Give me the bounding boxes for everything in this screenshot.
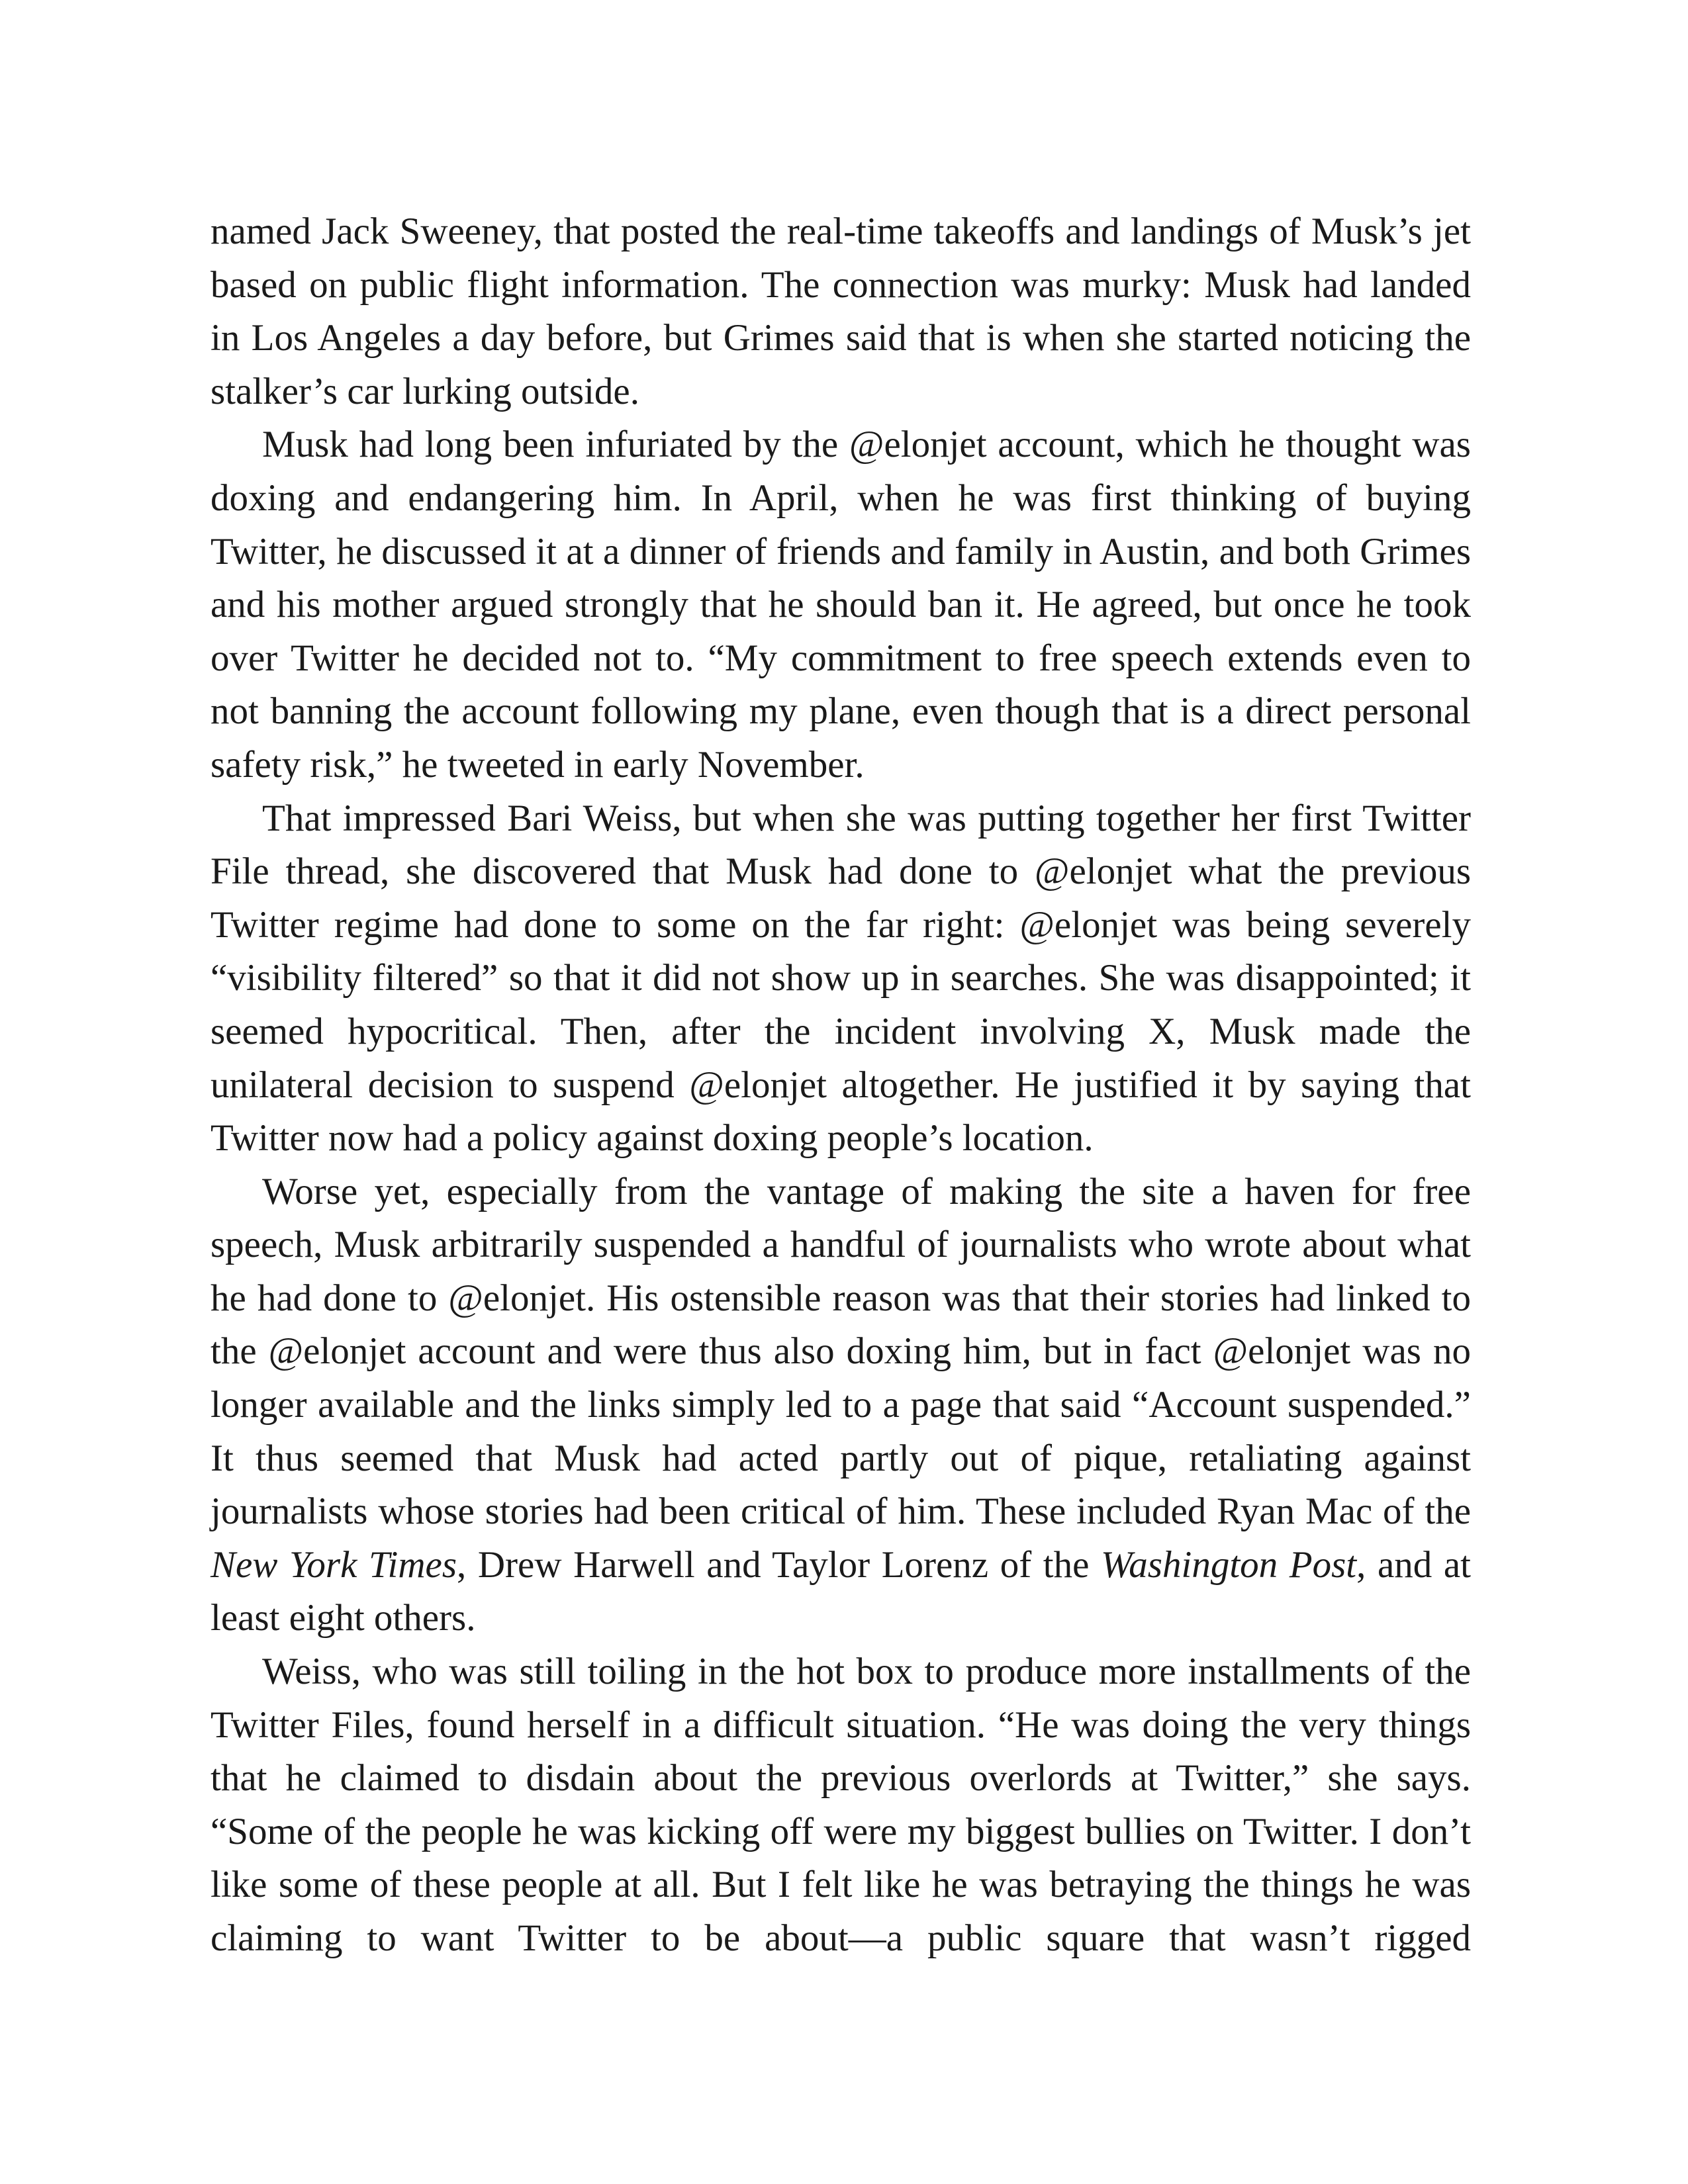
paragraph-1: named Jack Sweeney, that posted the real-time takeoffs and landings of Musk’s jet based on public flight information. The connection was murky: Musk had landed in Los Angeles a day before, but Grimes said that is when she started noticing the stalker’s car lurking outside. — [211, 210, 1471, 412]
paragraph-5: Weiss, who was still toiling in the hot box to produce more installments of the Twitter Files, found herself in a difficult situation. “He was doing the very things that he claimed to disdain about the previous overlords at Twitter,” she says. “Some of the people he was kicking off were my biggest bullies on Twitter. I don’t like some of these people at all. But I felt like he was betraying the things he was claiming to want Twitter to be about—a public square that wasn’t rigged — [211, 1651, 1471, 1959]
paragraph-3: That impressed Bari Weiss, but when she was putting together her first Twitter File thread, she discovered that Musk had done to @elonjet what the previous Twitter regime had done to some on the far right: @elonjet was being severely “visibility filtered” so that it did not show up in searches. She was disappointed; it seemed hypocritical. Then, after the incident involving X, Musk made the unilateral decision to suspend @elonjet altogether. He justified it by saying that Twitter now had a policy against doxing people’s location. — [211, 797, 1471, 1160]
publication-name-nyt: New York Times — [211, 1543, 457, 1586]
page-body-text — [211, 205, 1471, 1966]
publication-name-wapo: Washington Post — [1101, 1543, 1357, 1586]
paragraph-4-text-a: Worse yet, especially from the vantage of making the site a haven for free speech, Musk arbitrarily suspended a handful of journalists who wrote about what he had done to @elonjet. His ostensible reason was that their stories had linked to the @elonjet account and were thus also doxing him, but in fact @elonjet was no longer available and the links simply led to a page that said “Account suspended.” It thus seemed that Musk had acted partly out of pique, retaliating against journalists whose stories had been critical of him. These included Ryan Mac of the — [211, 1170, 1471, 1533]
paragraph-2: Musk had long been infuriated by the @elonjet account, which he thought was doxing and endangering him. In April, when he was first thinking of buying Twitter, he discussed it at a dinner of friends and family in Austin, and both Grimes and his mother argued strongly that he should ban it. He agreed, but once he took over Twitter he decided not to. “My commitment to free speech extends even to not banning the account following my plane, even though that is a direct personal safety risk,” he tweeted in early November. — [211, 424, 1471, 786]
paragraph-4-text-b: , Drew Harwell and Taylor Lorenz of the — [457, 1543, 1102, 1586]
paragraph-4-text-c: , and at least eight others. — [211, 1543, 1471, 1639]
paragraph-4 — [211, 1165, 1471, 1645]
